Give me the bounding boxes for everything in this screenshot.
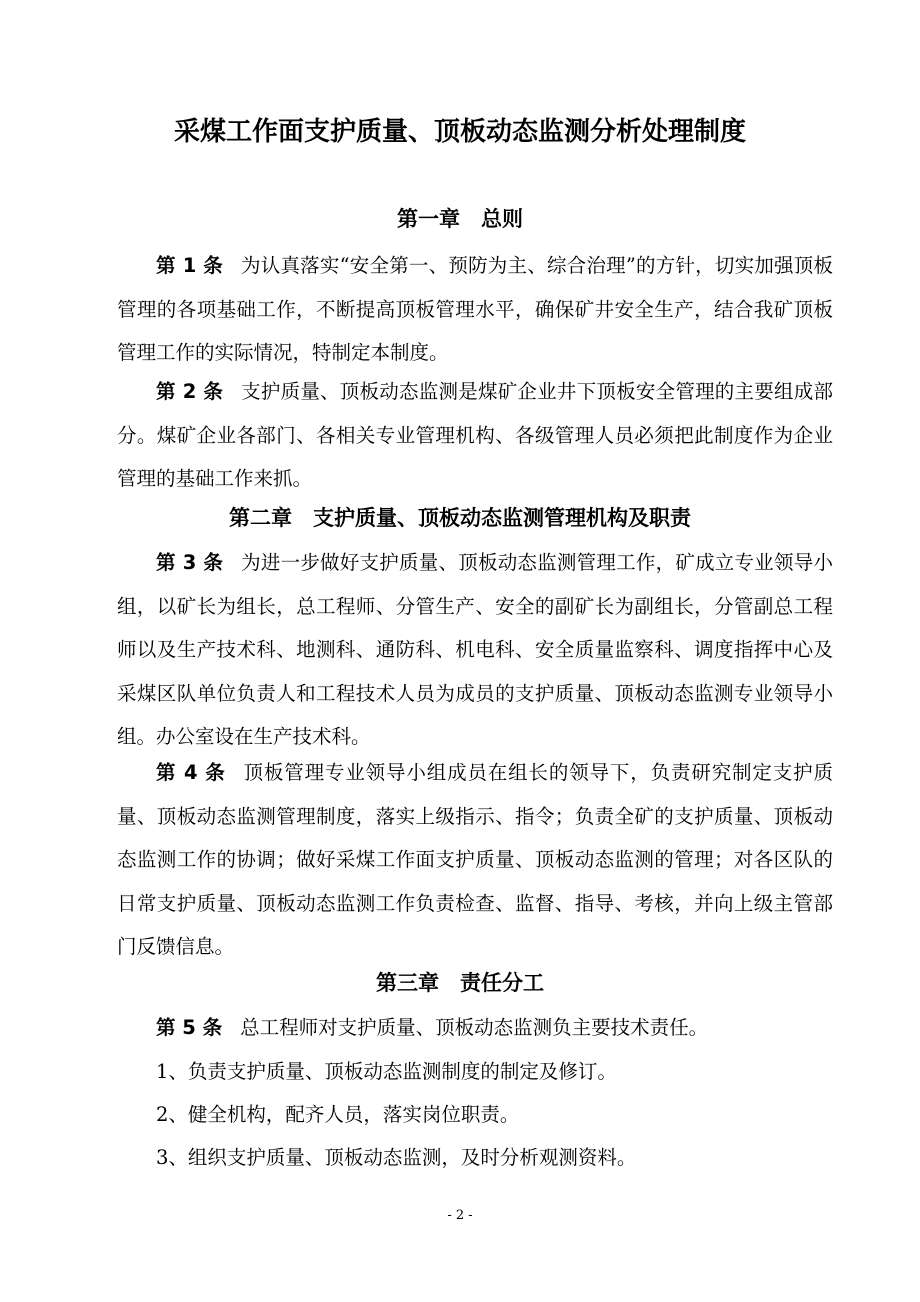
article-2 — [117, 370, 833, 501]
article-4-text: 顶板管理专业领导小组成员在组长的领导下，负责研究制定支护质量、顶板动态监测管理制度，落实上级指示、指令；负责全矿的支护质量、顶板动态监测工作的协调；做好采煤工作面支护质量、顶板动态监测的管理；对各区队的日常支护质量、顶板动态监测工作负责检查、监督、指导、考核，并向上级主管部门反馈信息。 — [117, 761, 833, 958]
article-3-text: 为进一步做好支护质量、顶板动态监测管理工作，矿成立专业领导小组，以矿长为组长，总工程师、分管生产、安全的副矿长为副组长，分管副总工程师以及生产技术科、地测科、通防科、机电科、安全质量监察科、调度指挥中心及采煤区队单位负责人和工程技术人员为成员的支护质量、顶板动态监测专业领导小组。办公室设在生产技术科。 — [117, 551, 833, 748]
article-5-label: 第 5 条 — [156, 1016, 223, 1039]
chapter-2-heading: 第二章 支护质量、顶板动态监测管理机构及职责 — [229, 506, 691, 530]
article-3-label: 第 3 条 — [156, 551, 224, 574]
article-2-label: 第 2 条 — [156, 380, 224, 403]
article-4 — [117, 751, 833, 969]
chapter-3-heading: 第三章 责任分工 — [376, 971, 544, 995]
page-number: - 2 - — [447, 1208, 473, 1223]
article-4-label: 第 4 条 — [156, 761, 226, 784]
list-item: 3、组织支护质量、顶板动态监测，及时分析观测资料。 — [156, 1146, 637, 1169]
document-title: 采煤工作面支护质量、顶板动态监测分析处理制度 — [173, 117, 746, 147]
article-1 — [117, 244, 833, 375]
article-2-text: 支护质量、顶板动态监测是煤矿企业井下顶板安全管理的主要组成部分。煤矿企业各部门、各相关专业管理机构、各级管理人员必须把此制度作为企业管理的基础工作来抓。 — [117, 380, 833, 490]
article-3 — [117, 541, 833, 759]
article-1-label: 第 1 条 — [156, 254, 224, 277]
article-5 — [117, 1006, 833, 1050]
article-5-text: 总工程师对支护质量、顶板动态监测负主要技术责任。 — [240, 1016, 709, 1039]
list-item: 2、健全机构，配齐人员，落实岗位职责。 — [156, 1103, 520, 1126]
list-item: 1、负责支护质量、顶板动态监测制度的制定及修订。 — [156, 1060, 617, 1083]
chapter-1-heading: 第一章 总则 — [397, 207, 523, 231]
article-1-text: 为认真落实“安全第一、预防为主、综合治理”的方针，切实加强顶板管理的各项基础工作，不断提高顶板管理水平，确保矿井安全生产，结合我矿顶板管理工作的实际情况，特制定本制度。 — [117, 254, 833, 364]
